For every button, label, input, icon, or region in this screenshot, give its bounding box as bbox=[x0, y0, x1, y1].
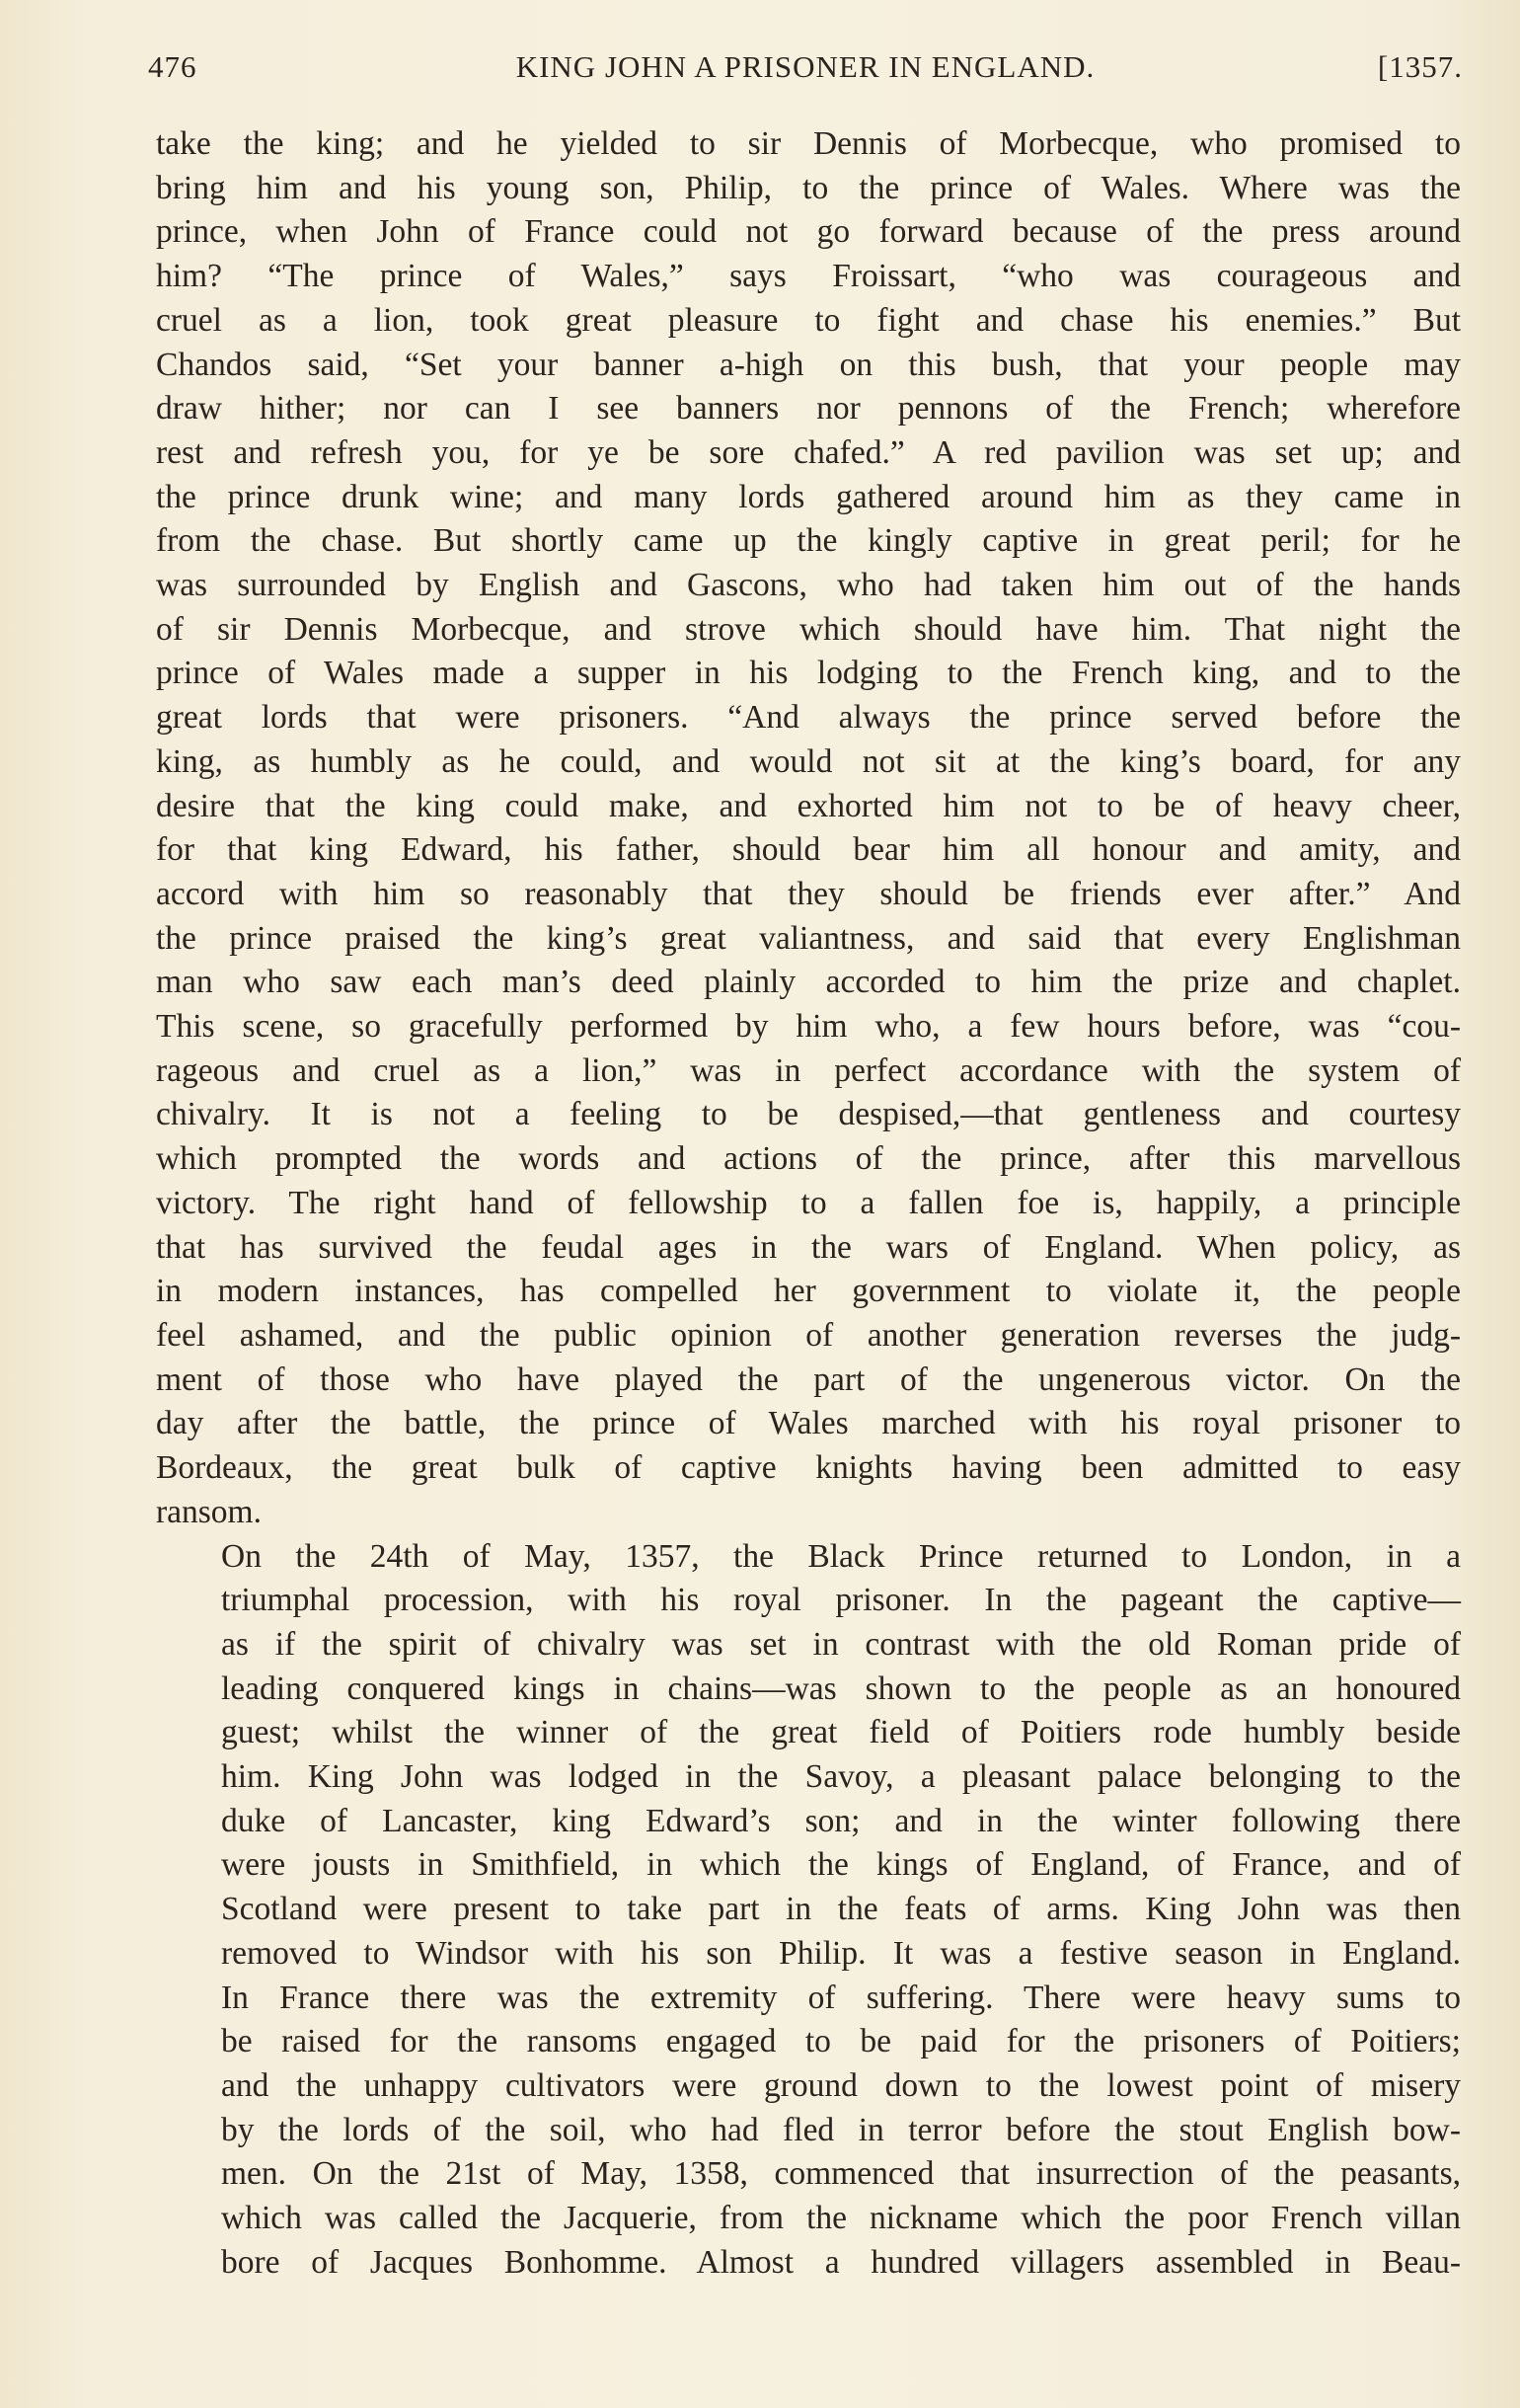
text-line: In France there was the extremity of suffering. There were heavy sums to bbox=[221, 1979, 1461, 2016]
text-line: of sir Dennis Morbecque, and strove which should have him. That night the bbox=[156, 610, 1461, 648]
text-line: him? “The prince of Wales,” says Froissart, “who was courageous and bbox=[156, 258, 1461, 295]
text-line: that has survived the feudal ages in the wars of England. When policy, as bbox=[156, 1228, 1461, 1266]
text-line: the prince drunk wine; and many lords gathered around him as they came in bbox=[156, 478, 1461, 515]
text-line: take the king; and he yielded to sir Dennis of Morbecque, who promised to bbox=[156, 125, 1461, 162]
text-line: This scene, so gracefully performed by him who, a few hours before, was “cou- bbox=[156, 1008, 1461, 1046]
text-line: prince of Wales made a supper in his lodging to the French king, and to the bbox=[156, 655, 1461, 692]
text-line: bring him and his young son, Philip, to the prince of Wales. Where was the bbox=[156, 169, 1461, 206]
text-line: men. On the 21st of May, 1358, commenced that insurrection of the peasants, bbox=[221, 2155, 1461, 2193]
text-line: rageous and cruel as a lion,” was in perfect accordance with the system of bbox=[156, 1051, 1461, 1089]
text-line: bore of Jacques Bonhomme. Almost a hundred villagers assembled in Beau- bbox=[221, 2243, 1461, 2281]
body-text bbox=[156, 122, 1461, 2285]
text-line: prince, when John of France could not go forward because of the press around bbox=[156, 213, 1461, 251]
text-line: and the unhappy cultivators were ground down to the lowest point of misery bbox=[221, 2066, 1461, 2104]
text-line: duke of Lancaster, king Edward’s son; and in the winter following there bbox=[221, 1802, 1461, 1839]
text-line: accord with him so reasonably that they should be friends ever after.” And bbox=[156, 875, 1461, 912]
text-line: were jousts in Smithfield, in which the kings of England, of France, and of bbox=[221, 1846, 1461, 1884]
header-year: [1357. bbox=[1377, 49, 1463, 84]
text-line: from the chase. But shortly came up the kingly captive in great peril; for he bbox=[156, 522, 1461, 560]
text-line: desire that the king could make, and exhorted him not to be of heavy cheer, bbox=[156, 787, 1461, 824]
text-line: him. King John was lodged in the Savoy, a pleasant palace belonging to the bbox=[221, 1758, 1461, 1796]
paragraph bbox=[156, 122, 1461, 1535]
text-line: as if the spirit of chivalry was set in contrast with the old Roman pride of bbox=[221, 1625, 1461, 1663]
text-line: ransom. bbox=[156, 1493, 262, 1530]
text-line: cruel as a lion, took great pleasure to fight and chase his enemies.” But bbox=[156, 301, 1461, 339]
text-line: in modern instances, has compelled her government to violate it, the people bbox=[156, 1273, 1461, 1310]
text-line: for that king Edward, his father, should bear him all honour and amity, and bbox=[156, 831, 1461, 869]
text-line: guest; whilst the winner of the great field of Poitiers rode humbly beside bbox=[221, 1714, 1461, 1751]
text-line: man who saw each man’s deed plainly accorded to him the prize and chaplet. bbox=[156, 964, 1461, 1001]
paragraph bbox=[156, 1535, 1461, 2286]
text-line: great lords that were prisoners. “And always the prince served before the bbox=[156, 699, 1461, 737]
running-header bbox=[148, 49, 1463, 97]
text-line: On the 24th of May, 1357, the Black Prince returned to London, in a bbox=[221, 1537, 1461, 1575]
text-line: Bordeaux, the great bulk of captive knights having been admitted to easy bbox=[156, 1449, 1461, 1487]
text-line: ment of those who have played the part of the ungenerous victor. On the bbox=[156, 1360, 1461, 1398]
running-title: KING JOHN A PRISONER IN ENGLAND. bbox=[515, 49, 1096, 84]
text-line: removed to Windsor with his son Philip. It was a festive season in England. bbox=[221, 1934, 1461, 1972]
text-line: draw hither; nor can I see banners nor pennons of the French; wherefore bbox=[156, 390, 1461, 427]
text-line: king, as humbly as he could, and would not sit at the king’s board, for any bbox=[156, 742, 1461, 780]
text-line: Scotland were present to take part in the feats of arms. King John was then bbox=[221, 1891, 1461, 1928]
text-line: rest and refresh you, for ye be sore chafed.” A red pavilion was set up; and bbox=[156, 433, 1461, 471]
text-line: day after the battle, the prince of Wales marched with his royal prisoner to bbox=[156, 1405, 1461, 1442]
text-line: triumphal procession, with his royal prisoner. In the pageant the captive— bbox=[221, 1582, 1461, 1619]
text-line: the prince praised the king’s great valiantness, and said that every Englishman bbox=[156, 919, 1461, 957]
text-line: chivalry. It is not a feeling to be despised,—that gentleness and courtesy bbox=[156, 1096, 1461, 1133]
text-line: victory. The right hand of fellowship to a fallen foe is, happily, a principle bbox=[156, 1184, 1461, 1221]
text-line: was surrounded by English and Gascons, who had taken him out of the hands bbox=[156, 567, 1461, 604]
text-line: which was called the Jacquerie, from the nickname which the poor French villan bbox=[221, 2200, 1461, 2237]
text-line: which prompted the words and actions of the prince, after this marvellous bbox=[156, 1140, 1461, 1178]
text-line: Chandos said, “Set your banner a-high on this bush, that your people may bbox=[156, 346, 1461, 383]
page-number: 476 bbox=[148, 49, 197, 84]
text-line: be raised for the ransoms engaged to be paid for the prisoners of Poitiers; bbox=[221, 2023, 1461, 2060]
text-line: by the lords of the soil, who had fled in terror before the stout English bow- bbox=[221, 2111, 1461, 2148]
text-line: leading conquered kings in chains—was shown to the people as an honoured bbox=[221, 1670, 1461, 1707]
text-line: feel ashamed, and the public opinion of another generation reverses the judg- bbox=[156, 1316, 1461, 1354]
